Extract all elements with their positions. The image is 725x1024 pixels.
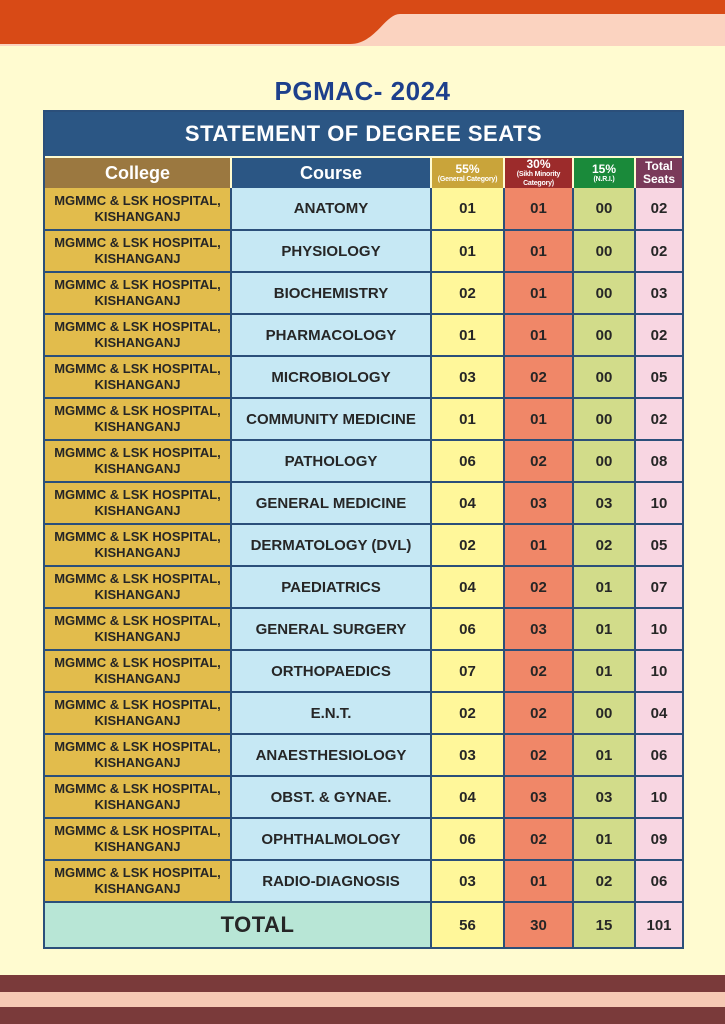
- table-row: [45, 230, 682, 272]
- total-seats-cell: 04: [635, 692, 682, 734]
- nri-seats-cell: 00: [573, 272, 635, 314]
- sikh-seats-cell: 02: [504, 818, 573, 860]
- college-line1: MGMMC & LSK HOSPITAL,: [54, 865, 221, 880]
- header-sikh-sub: (Sikh Minority Category): [516, 171, 561, 187]
- header-nri-sub: (N.R.I.): [593, 175, 615, 183]
- course-cell: ANATOMY: [231, 188, 431, 230]
- header-college: College: [45, 158, 231, 188]
- college-line2: KISHANGANJ: [94, 671, 181, 686]
- college-line1: MGMMC & LSK HOSPITAL,: [54, 823, 221, 838]
- course-cell: OBST. & GYNAE.: [231, 776, 431, 818]
- general-seats-cell: 07: [431, 650, 504, 692]
- total-seats-cell: 07: [635, 566, 682, 608]
- college-line1: MGMMC & LSK HOSPITAL,: [54, 445, 221, 460]
- nri-seats-cell: 00: [573, 188, 635, 230]
- college-line2: KISHANGANJ: [94, 461, 181, 476]
- table-row: [45, 188, 682, 230]
- nri-seats-cell: 02: [573, 860, 635, 902]
- college-cell: [45, 482, 231, 524]
- college-line1: MGMMC & LSK HOSPITAL,: [54, 319, 221, 334]
- course-cell: PHARMACOLOGY: [231, 314, 431, 356]
- sikh-seats-cell: 02: [504, 440, 573, 482]
- sikh-seats-cell: 01: [504, 314, 573, 356]
- college-cell: [45, 860, 231, 902]
- sikh-seats-cell: 01: [504, 524, 573, 566]
- general-seats-cell: 03: [431, 734, 504, 776]
- table-row: [45, 860, 682, 902]
- general-seats-cell: 04: [431, 776, 504, 818]
- sikh-seats-cell: 01: [504, 188, 573, 230]
- table-row: [45, 776, 682, 818]
- seats-table-container: [43, 110, 684, 949]
- college-cell: [45, 650, 231, 692]
- page-title: PGMAC- 2024: [274, 76, 451, 106]
- table-row: [45, 482, 682, 524]
- bottom-band-dark-lower: [0, 1007, 725, 1024]
- sikh-seats-cell: 01: [504, 398, 573, 440]
- course-cell: GENERAL SURGERY: [231, 608, 431, 650]
- table-row: [45, 398, 682, 440]
- total-seats-cell: 09: [635, 818, 682, 860]
- course-cell: RADIO-DIAGNOSIS: [231, 860, 431, 902]
- table-row: [45, 356, 682, 398]
- sikh-seats-cell: 03: [504, 776, 573, 818]
- college-line2: KISHANGANJ: [94, 881, 181, 896]
- general-seats-cell: 01: [431, 230, 504, 272]
- college-line2: KISHANGANJ: [94, 797, 181, 812]
- college-line2: KISHANGANJ: [94, 755, 181, 770]
- college-cell: [45, 272, 231, 314]
- nri-seats-cell: 00: [573, 314, 635, 356]
- general-seats-cell: 01: [431, 398, 504, 440]
- college-line2: KISHANGANJ: [94, 503, 181, 518]
- sikh-seats-cell: 02: [504, 566, 573, 608]
- total-label: TOTAL: [45, 902, 431, 947]
- nri-seats-cell: 02: [573, 524, 635, 566]
- nri-seats-cell: 03: [573, 482, 635, 524]
- college-cell: [45, 188, 231, 230]
- general-seats-cell: 01: [431, 188, 504, 230]
- total-seats-sum-cell: 101: [635, 902, 682, 947]
- total-seats-cell: 08: [635, 440, 682, 482]
- college-line2: KISHANGANJ: [94, 293, 181, 308]
- header-total-line2: Seats: [642, 172, 676, 186]
- college-line1: MGMMC & LSK HOSPITAL,: [54, 487, 221, 502]
- course-cell: ORTHOPAEDICS: [231, 650, 431, 692]
- total-seats-cell: 10: [635, 608, 682, 650]
- college-line1: MGMMC & LSK HOSPITAL,: [54, 739, 221, 754]
- table-row: [45, 272, 682, 314]
- course-cell: BIOCHEMISTRY: [231, 272, 431, 314]
- college-cell: [45, 776, 231, 818]
- general-seats-cell: 02: [431, 692, 504, 734]
- college-line1: MGMMC & LSK HOSPITAL,: [54, 192, 221, 208]
- nri-seats-cell: 03: [573, 776, 635, 818]
- table-banner: STATEMENT OF DEGREE SEATS: [45, 112, 682, 158]
- course-cell: ANAESTHESIOLOGY: [231, 734, 431, 776]
- nri-seats-cell: 01: [573, 734, 635, 776]
- sikh-seats-cell: 02: [504, 650, 573, 692]
- general-seats-cell: 03: [431, 860, 504, 902]
- course-cell: COMMUNITY MEDICINE: [231, 398, 431, 440]
- general-seats-cell: 02: [431, 524, 504, 566]
- sikh-seats-cell: 03: [504, 608, 573, 650]
- nri-seats-cell: 00: [573, 356, 635, 398]
- general-seats-cell: 06: [431, 818, 504, 860]
- college-line1: MGMMC & LSK HOSPITAL,: [54, 613, 221, 628]
- college-line2: KISHANGANJ: [94, 587, 181, 602]
- course-cell: PAEDIATRICS: [231, 566, 431, 608]
- sikh-seats-cell: 02: [504, 734, 573, 776]
- table-row: [45, 566, 682, 608]
- college-line2: KISHANGANJ: [94, 839, 181, 854]
- college-line1: MGMMC & LSK HOSPITAL,: [54, 781, 221, 796]
- header-general-sub: (General Category): [437, 175, 498, 183]
- table-row: [45, 524, 682, 566]
- college-line1: MGMMC & LSK HOSPITAL,: [54, 571, 221, 586]
- college-cell: [45, 314, 231, 356]
- table-row: [45, 818, 682, 860]
- table-row: [45, 650, 682, 692]
- header-sikh-pct: 30%: [526, 157, 551, 171]
- college-cell: [45, 692, 231, 734]
- college-line1: MGMMC & LSK HOSPITAL,: [54, 235, 221, 250]
- general-seats-cell: 06: [431, 440, 504, 482]
- table-body: [45, 188, 682, 947]
- sikh-seats-cell: 01: [504, 860, 573, 902]
- general-seats-cell: 02: [431, 272, 504, 314]
- header-general-category: [431, 158, 504, 188]
- college-line2: KISHANGANJ: [94, 251, 181, 266]
- table-row: [45, 608, 682, 650]
- college-line1: MGMMC & LSK HOSPITAL,: [54, 361, 221, 376]
- total-seats-cell: 03: [635, 272, 682, 314]
- general-seats-cell: 03: [431, 356, 504, 398]
- college-cell: [45, 608, 231, 650]
- sikh-seats-cell: 03: [504, 482, 573, 524]
- college-line2: KISHANGANJ: [94, 713, 181, 728]
- college-cell: [45, 398, 231, 440]
- table-row: [45, 734, 682, 776]
- bottom-band-light: [0, 992, 725, 1007]
- course-cell: E.N.T.: [231, 692, 431, 734]
- college-cell: [45, 356, 231, 398]
- total-nri-cell: 15: [573, 902, 635, 947]
- nri-seats-cell: 01: [573, 566, 635, 608]
- total-seats-cell: 06: [635, 860, 682, 902]
- general-seats-cell: 01: [431, 314, 504, 356]
- course-cell: PATHOLOGY: [231, 440, 431, 482]
- college-line2: KISHANGANJ: [94, 419, 181, 434]
- sikh-seats-cell: 01: [504, 272, 573, 314]
- table-row: [45, 692, 682, 734]
- college-cell: [45, 818, 231, 860]
- course-cell: OPHTHALMOLOGY: [231, 818, 431, 860]
- course-cell: DERMATOLOGY (DVL): [231, 524, 431, 566]
- college-line1: MGMMC & LSK HOSPITAL,: [54, 655, 221, 670]
- college-cell: [45, 440, 231, 482]
- top-decorative-band: [0, 0, 725, 46]
- table-row: [45, 440, 682, 482]
- total-seats-cell: 02: [635, 314, 682, 356]
- college-line1: MGMMC & LSK HOSPITAL,: [54, 529, 221, 544]
- total-general-cell: 56: [431, 902, 504, 947]
- total-seats-cell: 05: [635, 356, 682, 398]
- seats-table: [45, 158, 682, 947]
- header-course: Course: [231, 158, 431, 188]
- total-seats-cell: 10: [635, 482, 682, 524]
- college-line2: KISHANGANJ: [94, 545, 181, 560]
- total-seats-cell: 02: [635, 398, 682, 440]
- college-line1: MGMMC & LSK HOSPITAL,: [54, 697, 221, 712]
- nri-seats-cell: 00: [573, 230, 635, 272]
- college-line1: MGMMC & LSK HOSPITAL,: [54, 277, 221, 292]
- total-sikh-cell: 30: [504, 902, 573, 947]
- total-seats-cell: 05: [635, 524, 682, 566]
- college-line2: KISHANGANJ: [94, 377, 181, 392]
- total-seats-cell: 02: [635, 188, 682, 230]
- nri-seats-cell: 00: [573, 398, 635, 440]
- total-seats-cell: 02: [635, 230, 682, 272]
- nri-seats-cell: 01: [573, 818, 635, 860]
- college-cell: [45, 230, 231, 272]
- sikh-seats-cell: 01: [504, 230, 573, 272]
- nri-seats-cell: 01: [573, 608, 635, 650]
- general-seats-cell: 06: [431, 608, 504, 650]
- total-seats-cell: 10: [635, 776, 682, 818]
- general-seats-cell: 04: [431, 482, 504, 524]
- nri-seats-cell: 00: [573, 692, 635, 734]
- table-header-row: [45, 158, 682, 188]
- college-cell: [45, 524, 231, 566]
- general-seats-cell: 04: [431, 566, 504, 608]
- header-nri: [573, 158, 635, 188]
- course-cell: PHYSIOLOGY: [231, 230, 431, 272]
- college-line1: MGMMC & LSK HOSPITAL,: [54, 403, 221, 418]
- college-line2: KISHANGANJ: [94, 629, 181, 644]
- college-cell: [45, 734, 231, 776]
- total-seats-cell: 10: [635, 650, 682, 692]
- header-general-pct: 55%: [455, 161, 480, 176]
- table-row: [45, 314, 682, 356]
- total-row: [45, 902, 682, 947]
- sikh-seats-cell: 02: [504, 692, 573, 734]
- nri-seats-cell: 01: [573, 650, 635, 692]
- header-total-seats: [635, 158, 682, 188]
- college-line2: KISHANGANJ: [94, 208, 181, 224]
- header-nri-pct: 15%: [591, 161, 617, 176]
- sikh-seats-cell: 02: [504, 356, 573, 398]
- course-cell: MICROBIOLOGY: [231, 356, 431, 398]
- course-cell: GENERAL MEDICINE: [231, 482, 431, 524]
- total-seats-cell: 06: [635, 734, 682, 776]
- nri-seats-cell: 00: [573, 440, 635, 482]
- header-sikh-minority: [504, 158, 573, 188]
- college-cell: [45, 566, 231, 608]
- college-line2: KISHANGANJ: [94, 335, 181, 350]
- header-total-line1: Total: [645, 159, 673, 173]
- bottom-band-dark: [0, 975, 725, 992]
